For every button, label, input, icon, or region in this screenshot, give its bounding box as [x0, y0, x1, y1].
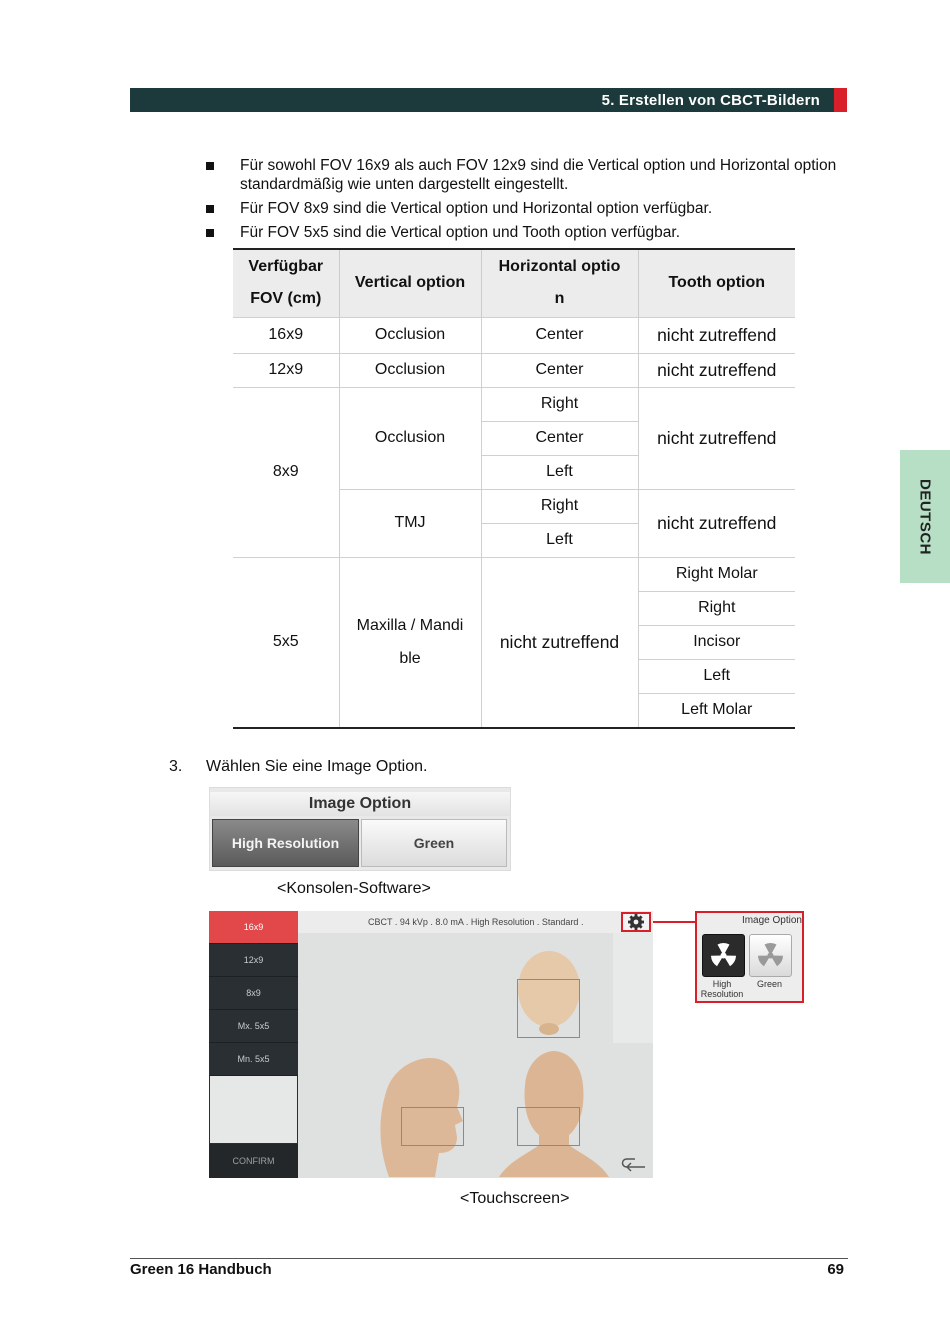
- table-row: Incisor: [233, 625, 795, 659]
- language-tab-label: DEUTSCH: [916, 478, 934, 555]
- table-header-row: [233, 249, 795, 317]
- bullet-item: Für sowohl FOV 16x9 als auch FOV 12x9 sind die Vertical option und Horizontal option standardmäßig wie unten dargestellt eingestellt.: [202, 156, 842, 194]
- confirm-button[interactable]: CONFIRM: [209, 1144, 298, 1178]
- table-row: TMJ Right nicht zutreffend: [233, 489, 795, 523]
- fov-options-table: [233, 248, 795, 729]
- high-resolution-button[interactable]: High Resolution: [212, 819, 359, 867]
- green-button[interactable]: Green: [361, 819, 507, 867]
- header-accent: [834, 88, 847, 112]
- popup-title: Image Option: [741, 915, 802, 926]
- settings-button[interactable]: [621, 912, 651, 932]
- console-image-option-panel: [209, 787, 511, 871]
- section-title: 5. Erstellen von CBCT-Bildern: [601, 92, 820, 109]
- table-row: Left: [233, 455, 795, 489]
- fov-menu-item-16x9[interactable]: 16x9: [209, 911, 298, 944]
- fov-menu-item-12x9[interactable]: 12x9: [209, 944, 298, 977]
- image-option-popup: [695, 911, 804, 1003]
- header-fov: Verfügbar FOV (cm): [233, 249, 339, 317]
- console-panel-title: Image Option: [210, 792, 510, 816]
- bullet-item: Für FOV 5x5 sind die Vertical option und Tooth option verfügbar.: [202, 223, 842, 242]
- status-bar: CBCT . 94 kVp . 8.0 mA . High Resolution . Standard .: [298, 911, 653, 933]
- page-number: 69: [827, 1261, 844, 1278]
- fov-menu-item-8x9[interactable]: 8x9: [209, 977, 298, 1010]
- radiation-low-icon: [750, 935, 791, 976]
- table-row: Left Molar: [233, 693, 795, 728]
- table-row: Center: [233, 421, 795, 455]
- fov-box-top: [517, 979, 580, 1038]
- popup-green-button[interactable]: [749, 934, 792, 977]
- bullet-item: Für FOV 8x9 sind die Vertical option und Horizontal option verfügbar.: [202, 199, 842, 218]
- fov-menu-blank-area: [210, 1076, 297, 1143]
- touchscreen-caption: <Touchscreen>: [460, 1190, 570, 1207]
- bullet-list: [202, 156, 842, 247]
- table-row: 8x9 Occlusion Right nicht zutreffend: [233, 387, 795, 421]
- table-row: 12x9 Occlusion Center nicht zutreffend: [233, 353, 795, 387]
- table-row: 16x9 Occlusion Center nicht zutreffend: [233, 317, 795, 353]
- fov-box-side: [401, 1107, 464, 1146]
- right-strip: [613, 933, 653, 1043]
- bullet-square-icon: [206, 162, 214, 170]
- back-arrow-icon[interactable]: [617, 1151, 651, 1173]
- bullet-square-icon: [206, 205, 214, 213]
- fov-menu-item-mn5x5[interactable]: Mn. 5x5: [209, 1043, 298, 1076]
- callout-line: [653, 921, 697, 923]
- table-row: Left: [233, 523, 795, 557]
- header-vertical: Vertical option: [339, 249, 481, 317]
- step-number: 3.: [169, 758, 183, 775]
- console-caption: <Konsolen-Software>: [277, 880, 431, 897]
- table-row: Right: [233, 591, 795, 625]
- popup-green-label: Green: [756, 979, 782, 989]
- popup-high-label: High Resolution: [700, 979, 744, 999]
- gear-icon: [623, 914, 649, 930]
- popup-high-resolution-button[interactable]: [702, 934, 745, 977]
- manual-title: Green 16 Handbuch: [130, 1261, 272, 1278]
- touchscreen-screenshot: [209, 911, 653, 1178]
- step-text: Wählen Sie eine Image Option.: [206, 758, 428, 775]
- header-tooth: Tooth option: [638, 249, 795, 317]
- header-horizontal: Horizontal optio n: [481, 249, 638, 317]
- table-row: Left: [233, 659, 795, 693]
- radiation-icon: [703, 935, 744, 976]
- table-row: 5x5 Maxilla / Mandi ble nicht zutreffend Right Molar: [233, 557, 795, 591]
- footer-divider: [130, 1258, 848, 1259]
- fov-box-front: [517, 1107, 580, 1146]
- fov-menu-item-mx5x5[interactable]: Mx. 5x5: [209, 1010, 298, 1043]
- bullet-square-icon: [206, 229, 214, 237]
- language-tab: [900, 450, 950, 583]
